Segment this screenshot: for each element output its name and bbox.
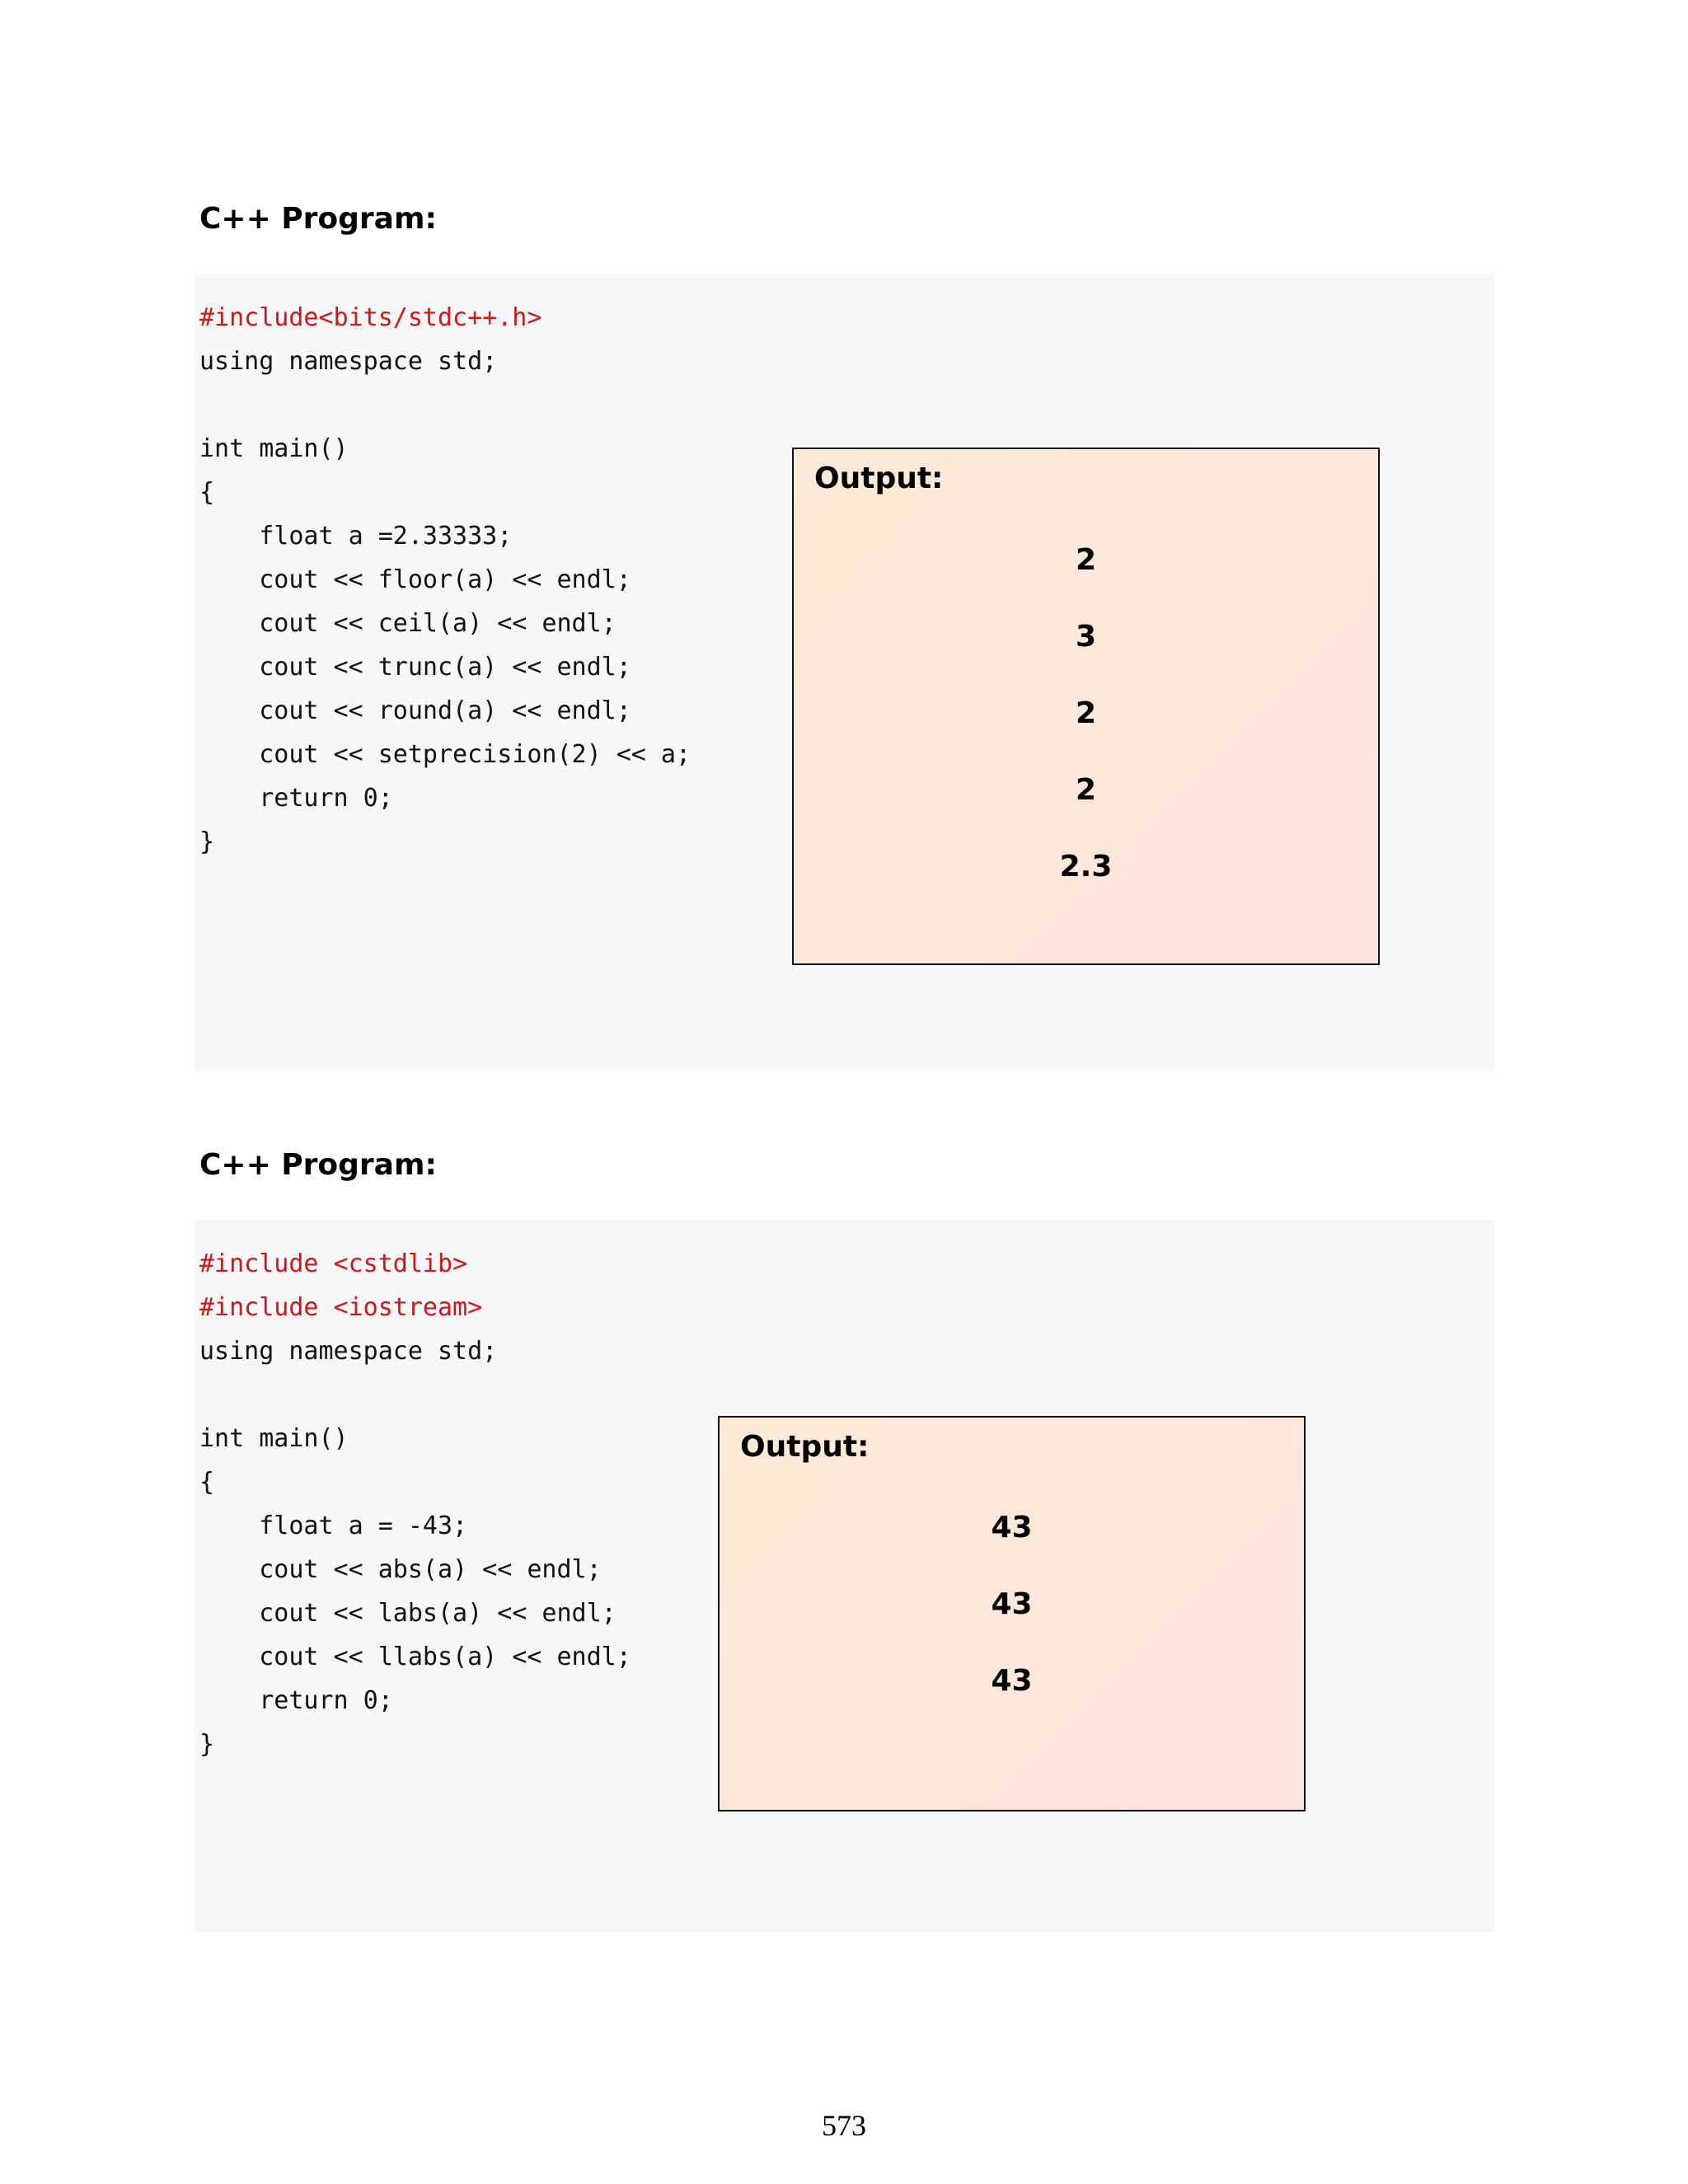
code-line: return 0; (199, 1686, 393, 1715)
code-line: #include <cstdlib> (199, 1249, 468, 1278)
page-number: 573 (822, 2109, 866, 2142)
code-line: cout << ceil(a) << endl; (199, 609, 617, 638)
code-line: int main() (199, 434, 349, 463)
output-value: 2 (1075, 696, 1097, 730)
code-line: #include <iostream> (199, 1293, 483, 1322)
output-title-2: Output: (740, 1430, 870, 1464)
code-line: } (199, 827, 215, 856)
output-value: 43 (991, 1587, 1033, 1621)
output-value: 3 (1075, 620, 1097, 654)
code-line: int main() (199, 1424, 349, 1453)
output-value: 2 (1075, 543, 1097, 577)
code-line: float a = -43; (199, 1511, 468, 1540)
code-line: using namespace std; (199, 347, 498, 376)
code-block-2 (199, 1242, 631, 1766)
output-value: 43 (991, 1511, 1033, 1544)
code-line: #include<bits/stdc++.h> (199, 303, 542, 332)
code-line: cout << labs(a) << endl; (199, 1599, 617, 1628)
code-line: } (199, 1730, 215, 1759)
code-block-1 (199, 296, 691, 864)
code-line: cout << llabs(a) << endl; (199, 1643, 631, 1671)
code-line: { (199, 1468, 215, 1497)
code-line: using namespace std; (199, 1337, 498, 1366)
output-box-2 (718, 1416, 1306, 1811)
code-line: float a =2.33333; (199, 522, 513, 551)
code-line: cout << setprecision(2) << a; (199, 740, 692, 769)
code-panel-1 (195, 274, 1495, 1071)
code-line: return 0; (199, 784, 393, 813)
output-box-1 (792, 448, 1380, 965)
code-line (199, 383, 691, 427)
code-line: cout << floor(a) << endl; (199, 565, 631, 594)
output-value: 43 (991, 1664, 1033, 1698)
output-value: 2 (1075, 773, 1097, 807)
code-panel-2 (195, 1220, 1495, 1932)
code-line: { (199, 478, 215, 507)
section-1-heading: C++ Program: (199, 202, 437, 236)
output-value: 2.3 (1059, 850, 1113, 883)
code-line: cout << trunc(a) << endl; (199, 653, 631, 682)
section-2-heading: C++ Program: (199, 1148, 437, 1182)
code-line: cout << abs(a) << endl; (199, 1555, 602, 1584)
code-line: cout << round(a) << endl; (199, 696, 631, 725)
code-line (199, 1373, 631, 1417)
output-title-1: Output: (814, 462, 944, 495)
